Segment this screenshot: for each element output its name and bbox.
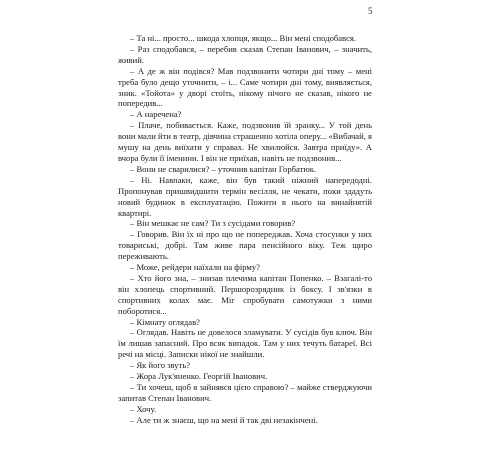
paragraph: – Оглядав. Навіть не довелося зламувати. У сусідів був ключ. Він їм лишав запасний. Про всяк випадок. Там у них течуть батареї. Всі речі на місці. Записки нікої не знайшли. <box>118 327 372 360</box>
paragraph: – Ти хочеш, щоб я зайнявся цією справою? – майже стверджуючи запитав Степан Іванович. <box>118 382 372 403</box>
paragraph: – Хочу. <box>130 403 157 414</box>
paragraph: – Як його звуть? <box>130 360 191 371</box>
paragraph: – Він мешкає не сам? Ти з сусідами говорив? <box>130 218 296 229</box>
paragraph: – А наречена? <box>130 109 182 120</box>
paragraph: – Вони не сварилися? – уточнив капітан Горбатюк. <box>130 163 317 174</box>
paragraph: – Жора Лук'яненко. Георгій Іванович. <box>130 371 268 382</box>
page-number: 5 <box>368 6 373 16</box>
body-text <box>118 33 372 426</box>
paragraph: – Ні. Навпаки, каже, він був такий ніжний напередодні. Пропонував пришвидшити термін весілля, не чекати, поки здадуть новий будинок в експлуатацію. Пожити в нього на винайнятій квартирі. <box>118 174 372 218</box>
paragraph: – Але ти ж знаєш, що на мені й так дві незакінчені. <box>130 414 318 425</box>
paragraph: – Хто його зна, – знизав плечима капітан Попенко. – Взагалі-то він хлопець спортивний. Першорозрядник із боксу. І зв'язки в спортивних колах має. Міг спробувати самотужки з ними поборотися... <box>118 272 372 316</box>
paragraph: – Та ні... просто... шкода хлопця, якщо... Він мені сподобався. <box>130 33 356 43</box>
paragraph: – Кімнату оглядав? <box>130 316 200 327</box>
paragraph: – Може, рейдери наїхали на фірму? <box>130 262 260 273</box>
paragraph: – Плаче, побивається. Каже, подзвонив їй зранку... У той день вони мали йти в театр, дівчина страшенно хотіла оперу... «Вибачай, я мушу на день виїхати у справах. Не хвилюйся. Завтра приїду». А вчора були її іменини. І він не приїхав, навіть не подзвонив... <box>118 120 372 163</box>
paragraph: – Раз сподобався, – перебив сказав Степан Іванович, – значить, живий. <box>118 43 372 65</box>
paragraph: – А де ж він подівся? Мав подзвонити чотири дні тому – мені треба було дещо уточнити, – і... Саме чотири дні тому, виявляється, зник. «Тойота» у дворі стоїть, нікому нічого не сказав, нікого не попередив... <box>118 65 372 109</box>
paragraph: – Говорив. Він їх ні про що не попереджав. Хоча стосунки у них товариські, добрі. Там живе пара пенсійного віку. Теж щиро переживають. <box>118 229 372 262</box>
